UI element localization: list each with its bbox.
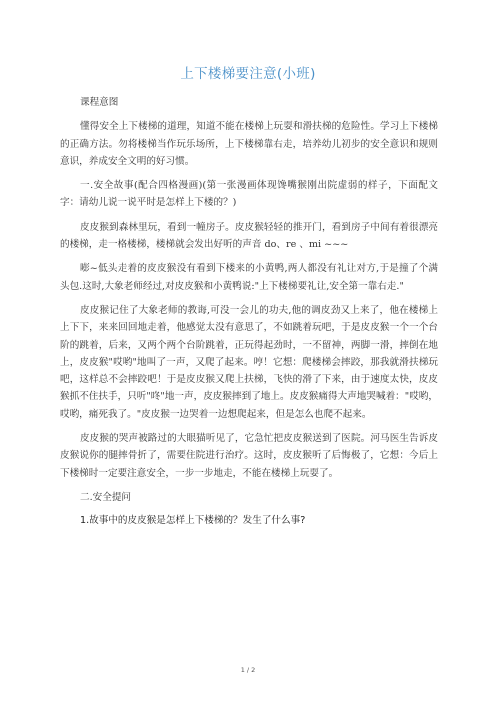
paragraph-story-3: 皮皮猴记住了大象老师的教诲,可没一会儿的功夫,他的调皮劲又上来了，他在楼梯上上下下，来来回回地走着，他感觉太没有意思了，不如跳着玩吧，于是皮皮猴一个一个台阶的跳着，后来，又两个两个台阶跳着，正玩得起劲时，一不留神，两脚一滑，摔倒在地上，皮皮猴"哎哟"地叫了一声，又爬了起来。哼！它想：爬楼梯会摔跤，那我就滑扶梯玩吧，这样总不会摔跤吧！于是皮皮猴又爬上扶梯，飞快的滑了下来，由于速度太快，皮皮猴抓不住扶手，只听"咚"地一声，皮皮猴摔到了地上。皮皮猴痛得大声地哭喊着："哎哟，哎哟，痛死我了。"皮皮猴一边哭着一边想爬起来，但是怎么也爬不起来。 [60, 304, 438, 420]
section-heading-questions: 二.安全提问 [80, 491, 132, 503]
question-1: 1.故事中的皮皮猴是怎样上下楼梯的？发生了什么事? [80, 515, 306, 527]
page-title: 上下楼梯要注意(小班) [180, 66, 316, 82]
paragraph-story-1: 皮皮猴到森林里玩，看到一幢房子。皮皮猴轻轻的推开门，看到房子中间有着很漂亮的楼梯，走一格楼梯，楼梯就会发出好听的声音 do、re 、mi ~~~ [60, 221, 438, 251]
section-heading-intent: 课程意图 [80, 97, 119, 108]
section-heading-story: 一.安全故事(配合四格漫画)(第一张漫画体现馋嘴猴刚出院虚弱的样子，下面配文字：请幼儿说一说平时是怎样上下楼的？) [60, 180, 438, 209]
document-body [60, 94, 438, 537]
paragraph-story-4: 皮皮猴的哭声被路过的大眼猫听见了，它急忙把皮皮猴送到了医院。河马医生告诉皮皮猴说你的腿摔骨折了，需要住院进行治疗。这时，皮皮猴听了后悔极了，它想：今后上下楼梯时一定要注意安全，一步一步地走，不能在楼梯上玩耍了。 [60, 433, 438, 479]
paragraph-intent: 懂得安全上下楼梯的道理，知道不能在楼梯上玩耍和滑扶梯的危险性。学习上下楼梯的正确方法。勿将楼梯当作玩乐场所，上下楼梯靠右走，培养幼儿初步的安全意识和规则意识，养成安全文明的好习惯。 [60, 121, 438, 167]
page-number: 1 / 2 [240, 666, 256, 674]
paragraph-story-2: 嘭~低头走着的皮皮猴没有看到下楼来的小黄鸭,两人都没有礼让对方,于是撞了个满头包.这时,大象老师经过,对皮皮猴和小黄鸭说:"上下楼梯要礼让,安全第一靠右走." [60, 263, 438, 292]
